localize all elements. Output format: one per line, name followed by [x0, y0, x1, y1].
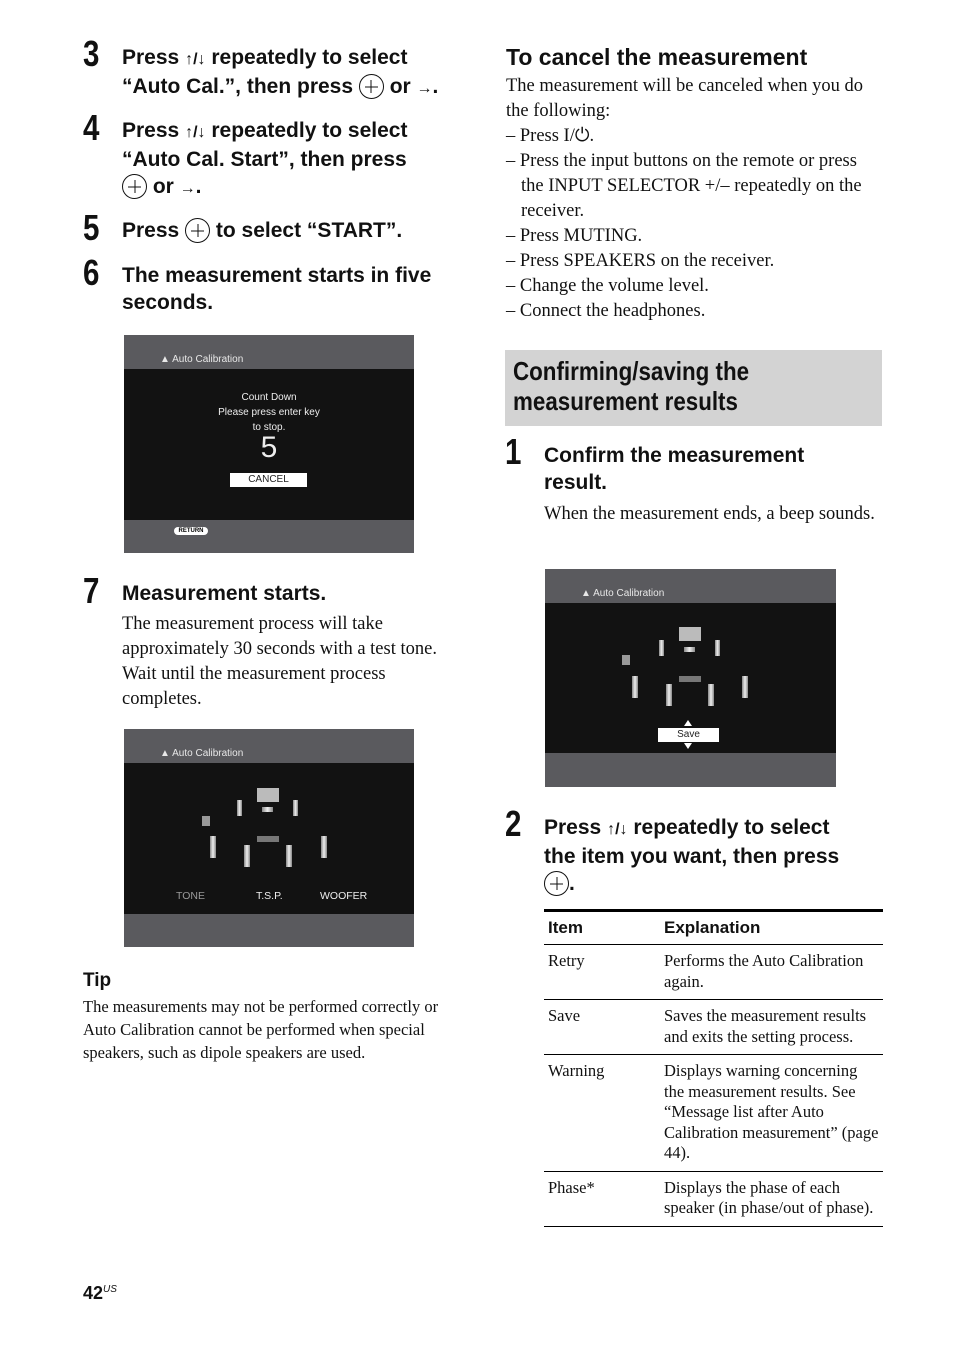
confirm-step-body: When the measurement ends, a beep sounds. [544, 504, 875, 524]
surround-left-speaker-icon [632, 676, 638, 698]
tv-icon [679, 627, 701, 641]
cancel-list-item: – Connect the headphones. [506, 301, 706, 321]
cancel-list-item: – Press the input buttons on the remote or press the INPUT SELECTOR +/– repeatedly on the receiver. [506, 151, 862, 221]
step-6-line: The measurement starts in five [122, 264, 432, 287]
period: . [569, 872, 575, 895]
cancel-list-item: – Press SPEAKERS on the receiver. [506, 251, 775, 271]
or-text: or [383, 75, 417, 98]
or-text: or [147, 175, 180, 198]
screen-title: ▲︎ Auto Calibration [160, 748, 244, 759]
countdown-screen [124, 335, 414, 553]
surround-back-right-speaker-icon [286, 845, 292, 867]
up-down-arrows-icon: ↑/↓ [185, 51, 206, 68]
center-speaker-icon [684, 647, 695, 652]
up-down-arrows-icon: ↑/↓ [185, 124, 206, 141]
step-3-text: repeatedly to select [205, 46, 408, 69]
surround-back-left-speaker-icon [244, 845, 250, 867]
screen-title-text: Auto Calibration [172, 354, 244, 365]
step-3-text: Press [122, 46, 186, 69]
cancel-intro: The measurement will be canceled when you do the following: [506, 76, 864, 121]
step-5-text: Press [122, 219, 186, 242]
step-number: 6 [83, 252, 100, 293]
tsp-label: T.S.P. [256, 890, 283, 902]
table-header-row [544, 911, 883, 945]
return-button-icon: RETURN [174, 527, 208, 535]
confirm-step-heading [544, 442, 884, 496]
instruction-line: to stop. [252, 422, 286, 433]
screen-title: ▲︎ Auto Calibration [581, 588, 665, 599]
page-number [83, 1283, 117, 1304]
surround-left-speaker-icon [210, 836, 216, 858]
listener-seat-icon [257, 836, 279, 842]
screen-title-text: Auto Calibration [593, 588, 665, 599]
item-cell: Retry [544, 945, 660, 1000]
section-title [513, 356, 749, 416]
right-arrow-icon: → [416, 80, 433, 97]
cancel-list-item: – Change the volume level. [506, 276, 709, 296]
surround-right-speaker-icon [742, 676, 748, 698]
step-4-text: repeatedly to select [205, 119, 408, 142]
right-arrow-icon: → [179, 180, 196, 197]
page-region-suffix: US [103, 1284, 117, 1295]
table-row [544, 1055, 883, 1172]
enter-button-icon [359, 74, 384, 99]
center-speaker-icon [262, 807, 273, 812]
down-arrow-icon [684, 743, 692, 749]
select-item-text: Press [544, 816, 608, 839]
section-title-line: measurement results [513, 386, 738, 416]
column-header-item: Item [544, 911, 660, 945]
step-4-text: Press [122, 119, 186, 142]
enter-button-icon [185, 218, 210, 243]
step-6-heading [122, 262, 467, 316]
step-number: 2 [505, 803, 522, 844]
column-header-explanation: Explanation [660, 911, 883, 945]
subwoofer-icon [622, 655, 630, 665]
item-cell: Save [544, 1000, 660, 1055]
step-3-heading [122, 44, 467, 102]
step-6-line: seconds. [122, 291, 214, 314]
surround-back-left-speaker-icon [666, 684, 672, 706]
table-row [544, 945, 883, 1000]
screen-title: ▲︎ Auto Calibration [160, 354, 244, 365]
step-number: 1 [505, 431, 522, 472]
explanation-cell: Displays warning concerning the measurement results. See “Message list after Auto Calibration measurement” (page 44). [660, 1055, 883, 1172]
explanation-cell: Saves the measurement results and exits the setting process. [660, 1000, 883, 1055]
up-arrow-icon [684, 720, 692, 726]
cancel-list [506, 124, 884, 324]
confirm-step-line: Confirm the measurement [544, 444, 805, 467]
surround-back-right-speaker-icon [708, 684, 714, 706]
woofer-label: WOOFER [320, 890, 368, 902]
up-down-arrows-icon: ↑/↓ [607, 821, 628, 838]
countdown-label: Count Down [241, 392, 297, 403]
step-4-heading [122, 117, 467, 202]
item-cell: Warning [544, 1055, 660, 1172]
section-banner [505, 350, 882, 426]
cancel-list-item: – Press I/⏻. [506, 126, 595, 146]
select-item-text: repeatedly to select [627, 816, 830, 839]
options-table [544, 909, 883, 1227]
measurement-screen [124, 729, 414, 947]
table-row [544, 1171, 883, 1226]
tv-icon [257, 788, 279, 802]
tip-body: The measurements may not be performed correctly or Auto Calibration cannot be performed when special speakers, such as dipole speakers are used. [83, 997, 439, 1062]
screen-body [124, 763, 414, 914]
tip-heading: Tip [83, 970, 112, 991]
step-number: 3 [83, 33, 100, 74]
subwoofer-icon [202, 816, 210, 826]
instruction-line: Please press enter key [218, 407, 320, 418]
step-5-heading [122, 217, 467, 244]
front-left-speaker-icon [659, 640, 664, 656]
front-right-speaker-icon [715, 640, 720, 656]
step-3-text: “Auto Cal.”, then press [122, 75, 359, 98]
cancel-list-item: – Press MUTING. [506, 226, 643, 246]
explanation-cell: Displays the phase of each speaker (in phase/out of phase). [660, 1171, 883, 1226]
screen-title-text: Auto Calibration [172, 748, 244, 759]
result-screen [545, 569, 836, 787]
front-right-speaker-icon [293, 800, 298, 816]
cancel-button[interactable]: CANCEL [230, 473, 307, 487]
item-cell: Phase* [544, 1171, 660, 1226]
step-7-body: The measurement process will take approximately 30 seconds with a test tone. Wait until the measurement process completes. [122, 614, 437, 709]
step-number: 7 [83, 570, 100, 611]
screen-body [545, 603, 836, 753]
select-item-text: the item you want, then press [544, 845, 840, 868]
listener-seat-icon [679, 676, 701, 682]
save-option[interactable]: Save [658, 728, 719, 742]
table-row [544, 1000, 883, 1055]
period: . [195, 175, 202, 198]
front-left-speaker-icon [237, 800, 242, 816]
step-number: 5 [83, 207, 100, 248]
screen-body [124, 369, 414, 520]
confirm-step-line: result. [544, 471, 608, 494]
page-number-value: 42 [83, 1283, 104, 1303]
surround-right-speaker-icon [321, 836, 327, 858]
select-item-heading [544, 814, 889, 897]
section-title-line: Confirming/saving the [513, 356, 750, 386]
explanation-cell: Performs the Auto Calibration again. [660, 945, 883, 1000]
enter-button-icon [122, 174, 147, 199]
step-5-text: to select “START”. [210, 219, 403, 242]
period: . [432, 75, 439, 98]
step-4-text: “Auto Cal. Start”, then press [122, 148, 407, 171]
countdown-number: 5 [260, 431, 278, 464]
tone-label: TONE [176, 890, 205, 902]
cancel-heading: To cancel the measurement [506, 44, 808, 70]
enter-button-icon [544, 871, 569, 896]
step-7-heading: Measurement starts. [122, 582, 327, 605]
step-number: 4 [83, 107, 100, 148]
